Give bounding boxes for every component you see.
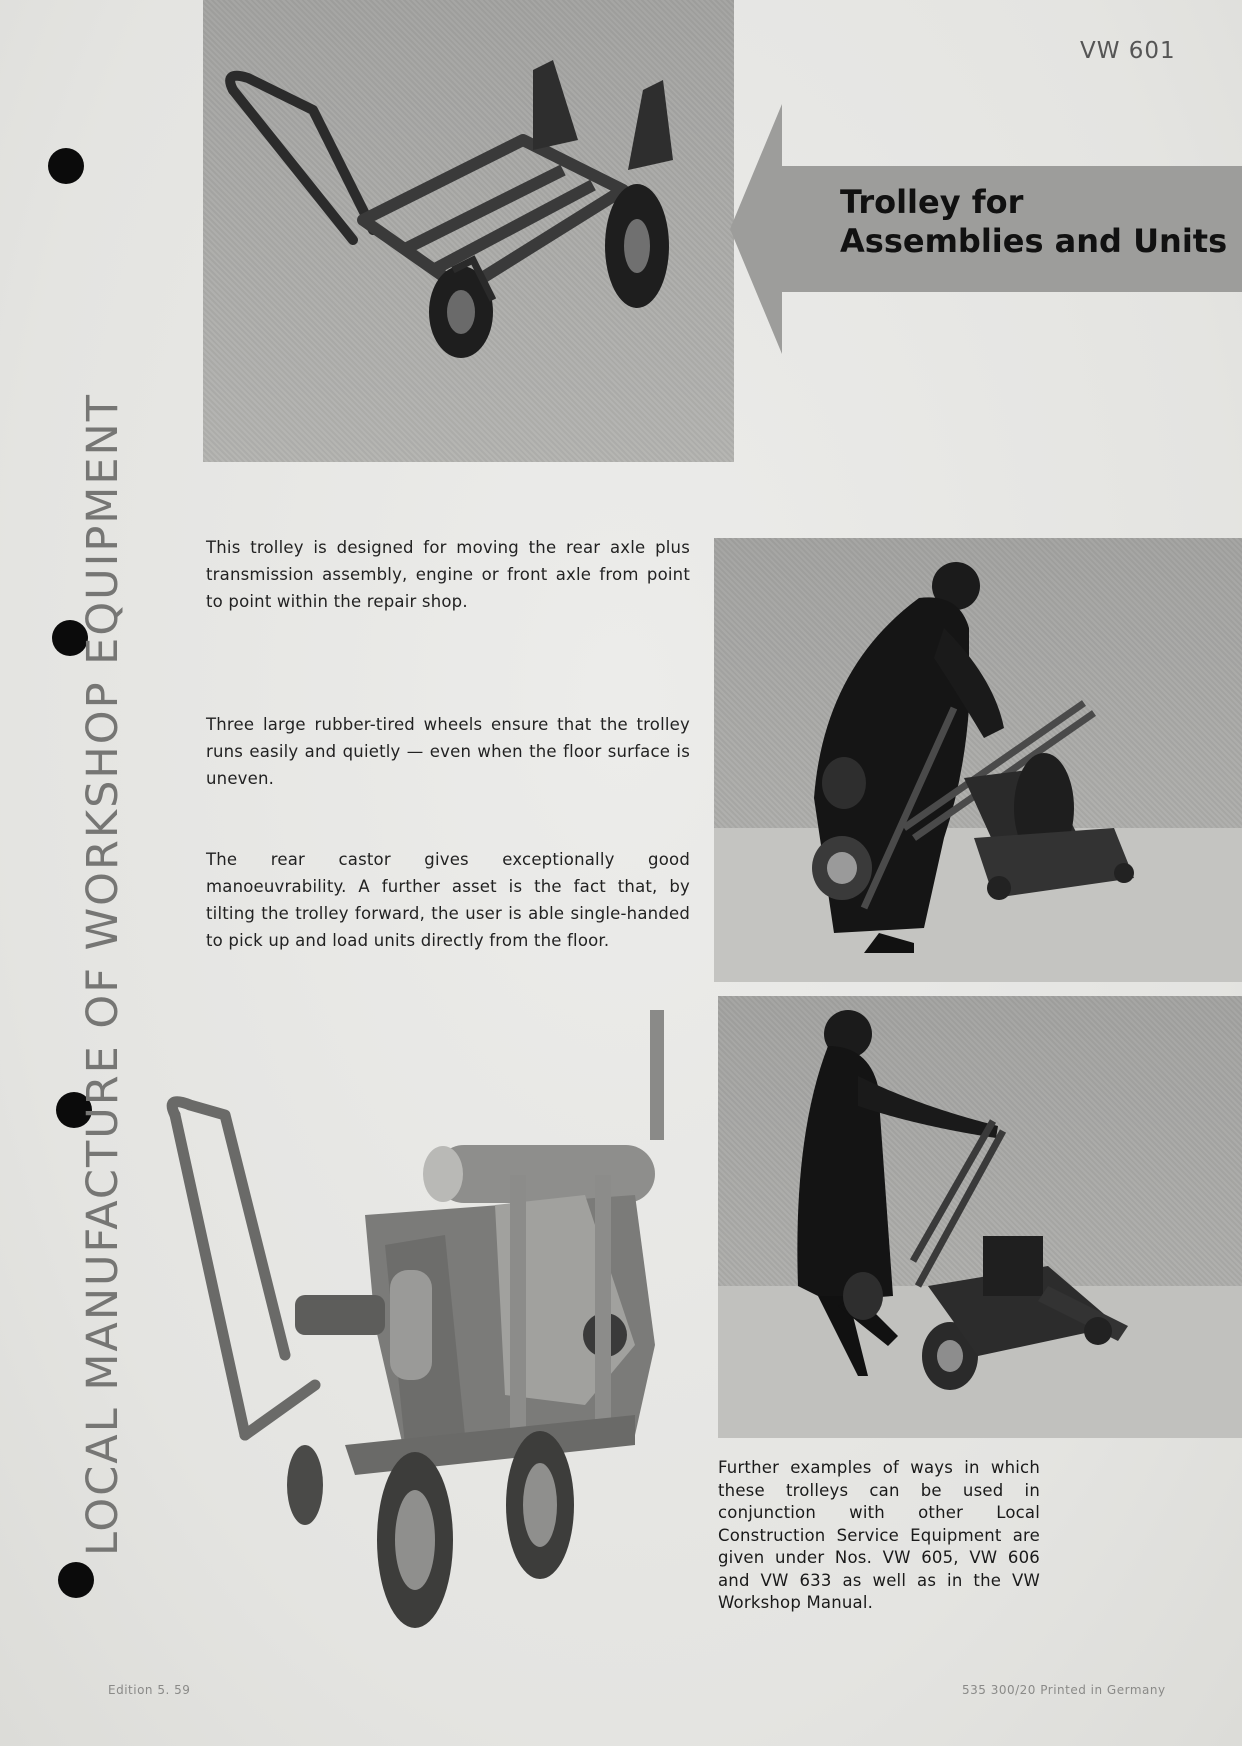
document-number: VW 601: [1080, 38, 1176, 64]
edition-label: Edition 5. 59: [108, 1683, 191, 1697]
paragraph-wheels: Three large rubber-tired wheels ensure that the trolley runs easily and quietly — even when the floor surface is uneven.: [206, 715, 690, 788]
trolley-photo: [203, 0, 734, 462]
paragraph-purpose: This trolley is designed for moving the rear axle plus transmission assembly, engine or front axle from point to point within the repair shop.: [206, 538, 690, 611]
punch-hole: [48, 148, 84, 184]
cross-reference-note: Further examples of ways in which these trolleys can be used in conjunction with other Local Construction Service Equipment are given under Nos. VW 605, VW 606 and VW 633 as well as in the VW Workshop Manual.: [718, 1458, 1040, 1612]
loading-photo: [714, 538, 1242, 982]
punch-hole: [58, 1562, 94, 1598]
paragraph-castor: The rear castor gives exceptionally good manoeuvrability. A further asset is the fact that, by tilting the trolley forward, the user is able single-handed to pick up and load units directly from the floor.: [206, 850, 690, 950]
page-title: [840, 183, 1228, 261]
series-title: LOCAL MANUFACTURE OF WORKSHOP EQUIPMENT: [78, 393, 128, 1556]
title-line-1: Trolley for: [840, 183, 1024, 221]
title-line-2: Assemblies and Units: [840, 222, 1228, 260]
engine-trolley-photo: [165, 1005, 705, 1645]
moving-photo: [718, 996, 1242, 1438]
print-info: 535 300/20 Printed in Germany: [962, 1683, 1166, 1697]
